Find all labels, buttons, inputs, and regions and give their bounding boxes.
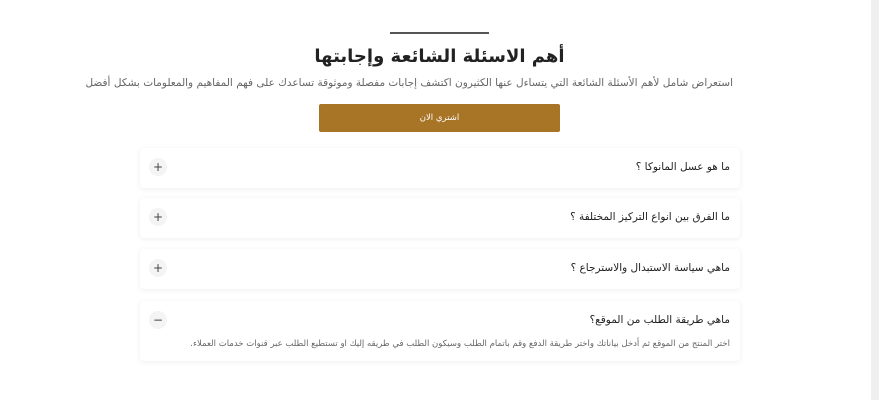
plus-icon[interactable]: +: [149, 158, 167, 176]
faq-item-concentration[interactable]: [140, 198, 740, 238]
plus-icon[interactable]: +: [149, 208, 167, 226]
faq-item-ordering[interactable]: [140, 301, 740, 361]
faq-question[interactable]: ماهي سياسة الاستبدال والاسترجاع ؟: [570, 262, 730, 274]
minus-icon[interactable]: −: [149, 311, 167, 329]
buy-now-button[interactable]: اشتري الان: [319, 104, 560, 132]
section-subtitle: استعراض شامل لأهم الأسئلة الشائعة التي يتساءل عنها الكثيرون اكتشف إجابات مفصلة وموثوقة تساعدك على فهم المفاهيم والمعلومات بشكل أفضل: [85, 77, 733, 89]
faq-answer: اختر المنتج من الموقع ثم أدخل بياناتك واختر طريقة الدفع وقم باتمام الطلب وسيكون الطلب في طريقه إليك او تستطيع الطلب عبر قنوات خدمات العملاء.: [190, 339, 730, 349]
plus-icon[interactable]: +: [149, 259, 167, 277]
faq-item-manuka[interactable]: [140, 148, 740, 188]
section-title: أهم الاسئلة الشائعة وإجابتها: [314, 46, 565, 67]
faq-item-returns[interactable]: [140, 249, 740, 289]
faq-question[interactable]: ما الفرق بين انواع التركيز المختلفة ؟: [570, 211, 730, 223]
title-divider: [390, 32, 489, 34]
faq-question[interactable]: ما هو عسل المانوكا ؟: [635, 161, 730, 173]
scrollbar[interactable]: [871, 0, 879, 400]
faq-question[interactable]: ماهي طريقة الطلب من الموقع؟: [589, 314, 730, 326]
